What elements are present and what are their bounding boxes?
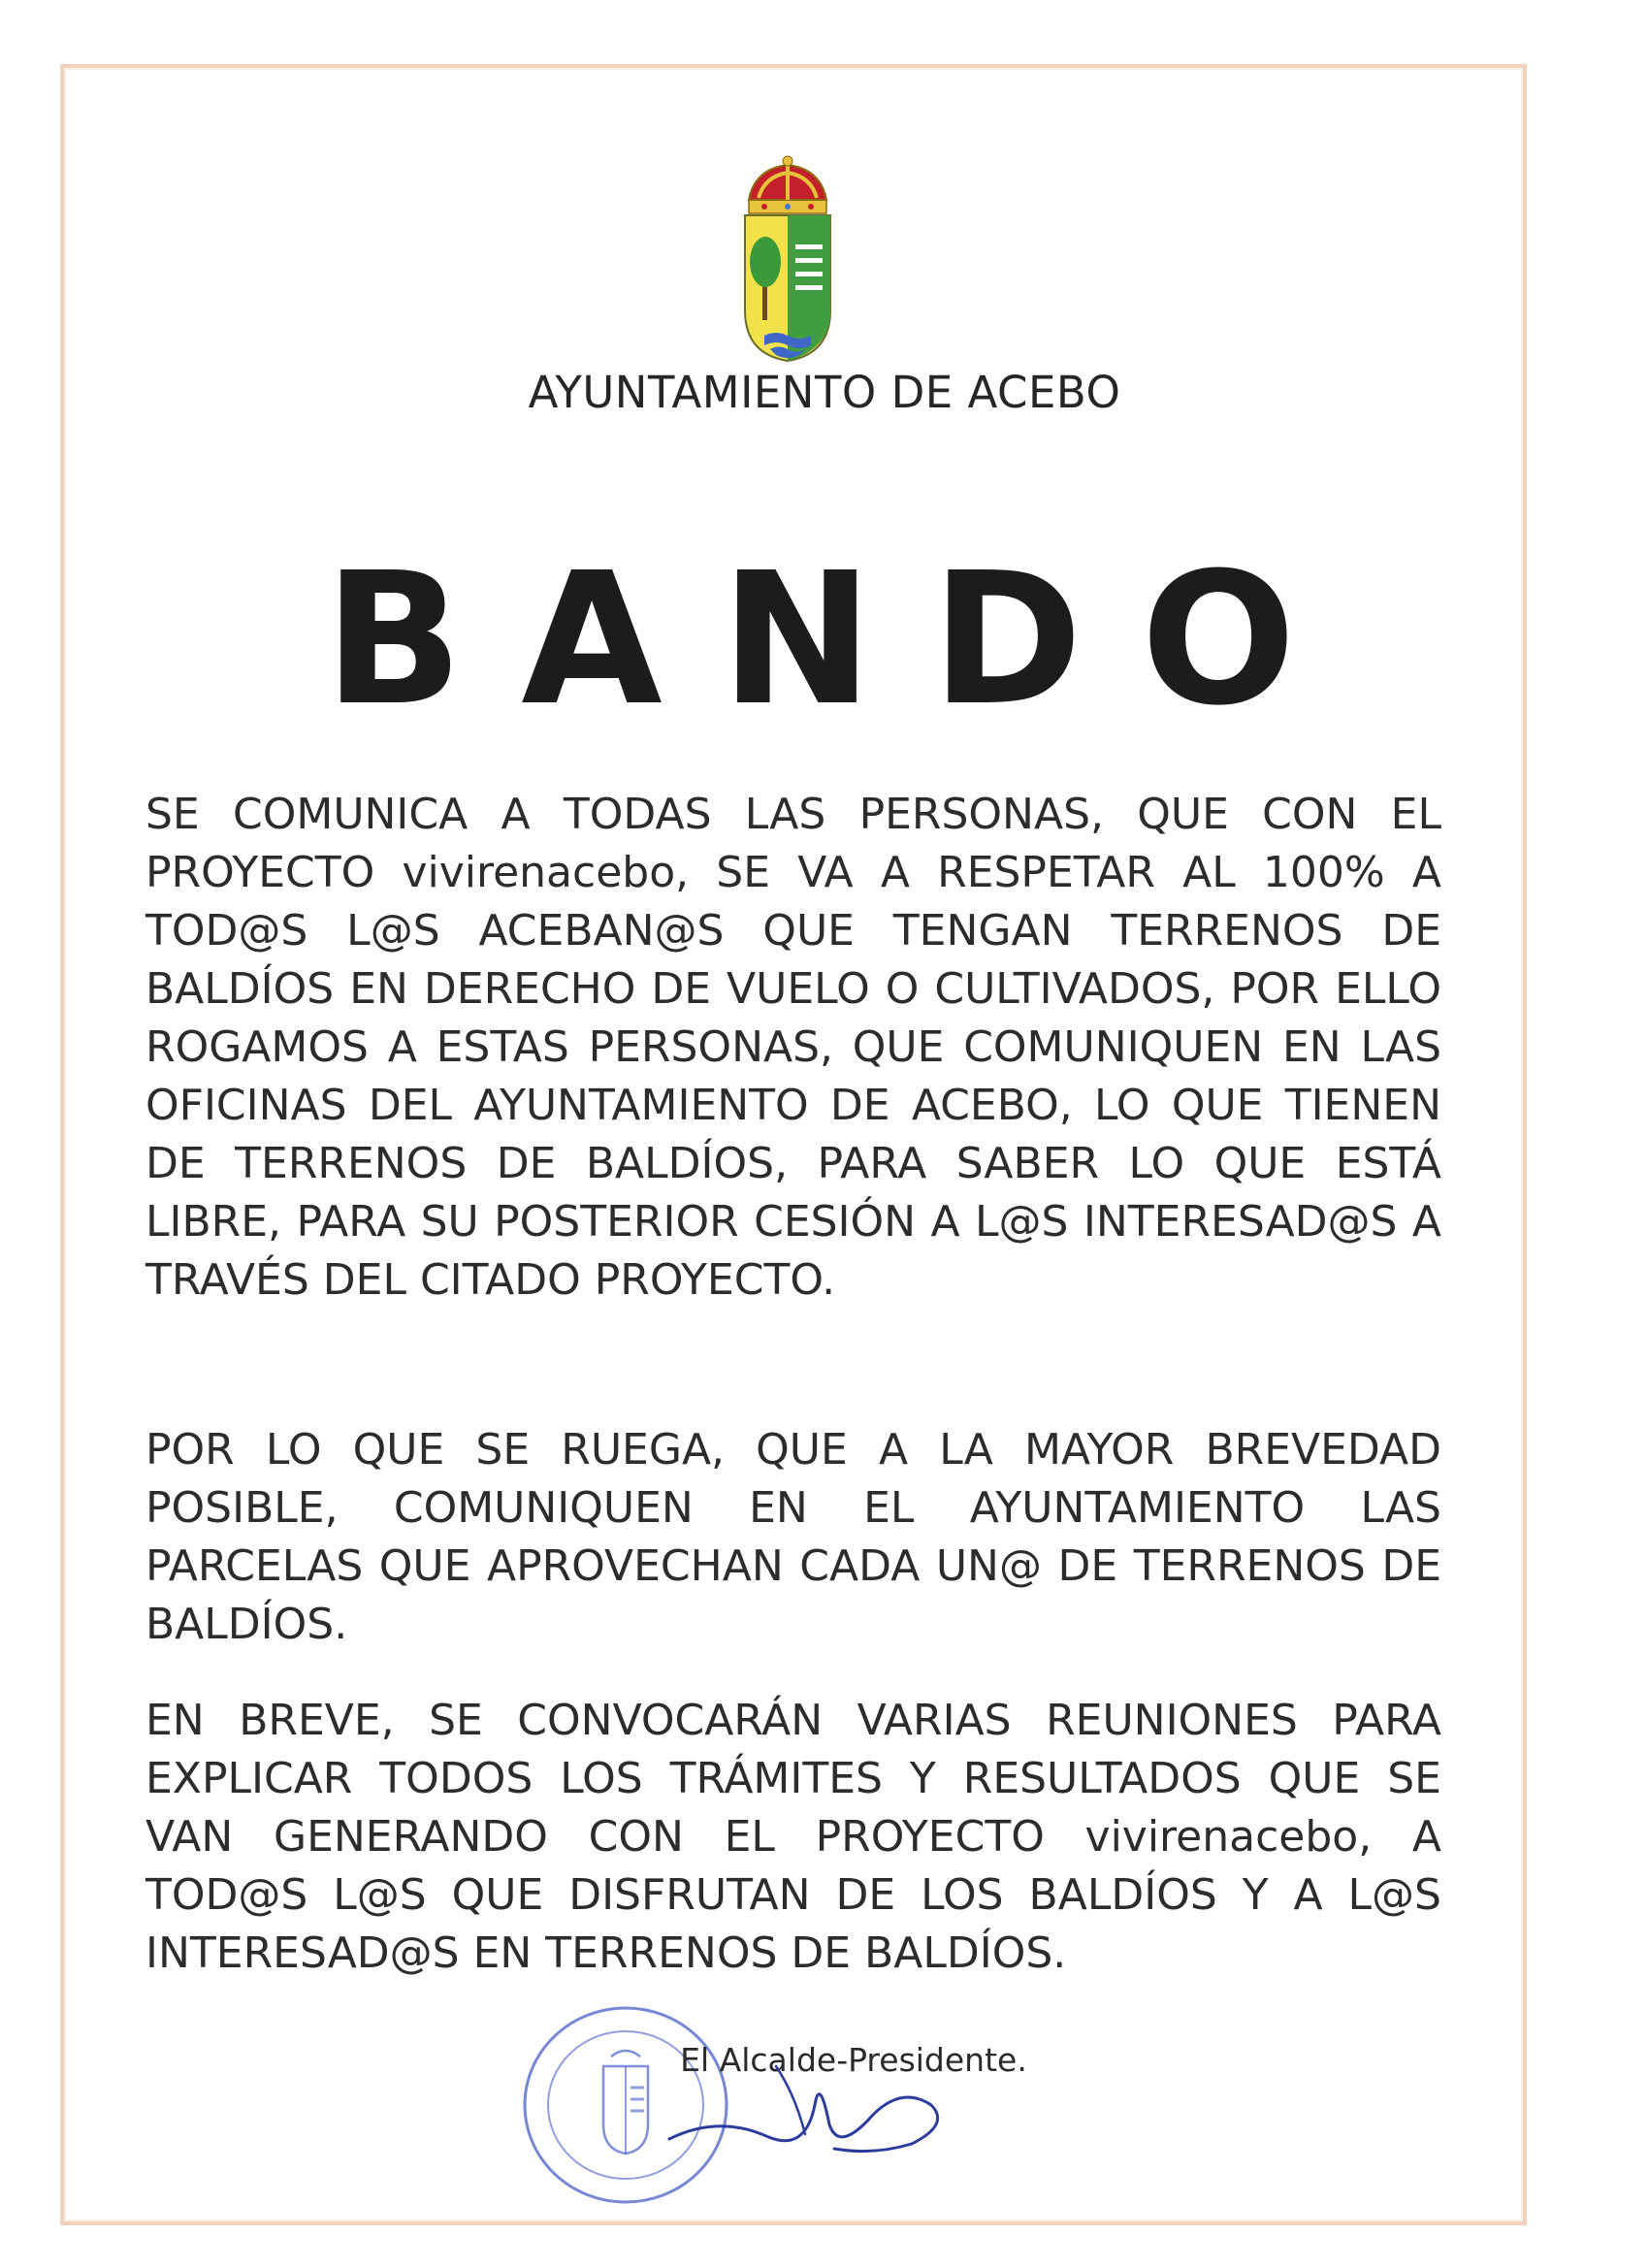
coat-of-arms-icon [735, 155, 840, 364]
paragraph-2: POR LO QUE SE RUEGA, QUE A LA MAYOR BREVEDAD POSIBLE, COMUNIQUEN EN EL AYUNTAMIENTO LAS PARCELAS QUE APROVECHAN CADA UN@ DE TERRENOS DE BALDÍOS. [146, 1425, 1441, 1649]
paragraph-3: EN BREVE, SE CONVOCARÁN VARIAS REUNIONES PARA EXPLICAR TODOS LOS TRÁMITES Y RESULTADOS QUE SE VAN GENERANDO CON EL PROYECTO vivirenacebo, A TOD@S L@S QUE DISFRUTAN DE LOS BALDÍOS Y A L@S INTERESAD@S EN TERRENOS DE BALDÍOS. [146, 1696, 1441, 1978]
handwritten-signature [660, 2047, 970, 2163]
signature-title: El Alcalde-Presidente. [680, 2041, 1027, 2079]
organization-name: AYUNTAMIENTO DE ACEBO [528, 367, 1121, 418]
document-title: BANDO [323, 534, 1354, 746]
paragraph-1: SE COMUNICA A TODAS LAS PERSONAS, QUE CON EL PROYECTO vivirenacebo, SE VA A RESPETAR AL 100% A TOD@S L@S ACEBAN@S QUE TENGAN TERRENOS DE BALDÍOS EN DERECHO DE VUELO O CULTIVADOS, POR ELLO ROGAMOS A ESTAS PERSONAS, QUE COMUNIQUEN EN LAS OFICINAS DEL AYUNTAMIENTO DE ACEBO, LO QUE TIENEN DE TERRENOS DE BALDÍOS, PARA SABER LO QUE ESTÁ LIBRE, PARA SU POSTERIOR CESIÓN A L@S INTERESAD@S A TRAVÉS DEL CITADO PROYECTO. [146, 790, 1441, 1305]
